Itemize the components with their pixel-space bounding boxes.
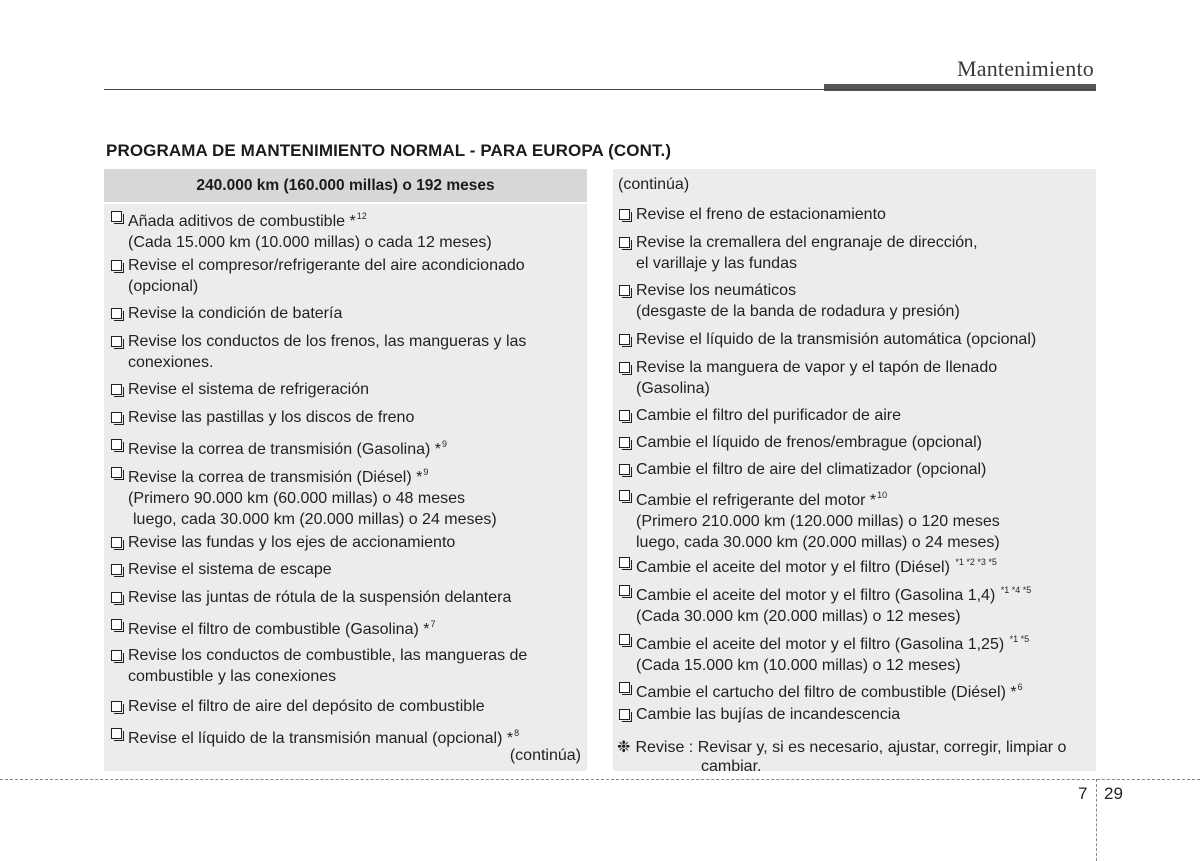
list-item: Cambie las bujías de incandescencia — [619, 704, 1092, 725]
list-item: Revise la correa de transmisión (Gasolina) *$^9$ — [111, 434, 583, 460]
asterisk-icon: ❉ — [617, 739, 631, 756]
checkbox-icon — [111, 650, 122, 661]
list-item: Revise las fundas y los ejes de accionamiento — [111, 532, 583, 553]
list-item: Revise el sistema de escape — [111, 559, 583, 580]
list-item: Revise las juntas de rótula de la suspensión delantera — [111, 587, 583, 608]
page-number: 29 — [1104, 784, 1123, 803]
list-item: Revise el sistema de refrigeración — [111, 379, 583, 400]
checkbox-icon — [619, 634, 630, 645]
list-item: Revise la condición de batería — [111, 303, 583, 324]
checkbox-icon — [111, 384, 122, 395]
footer-vertical-divider — [1096, 779, 1097, 861]
list-item: Cambie el refrigerante del motor *$^{10}$ (Primero 210.000 km (120.000 millas) o 120 meses luego, cada 30.000 km (20.000 millas) o 24 meses) — [619, 485, 1092, 553]
checkbox-icon — [619, 362, 630, 373]
checkbox-icon — [111, 412, 122, 423]
checkbox-icon — [619, 585, 630, 596]
checkbox-icon — [111, 701, 122, 712]
checkbox-icon — [111, 336, 122, 347]
checkbox-icon — [111, 308, 122, 319]
right-maintenance-panel — [613, 169, 1096, 775]
interval-title: 240.000 km (160.000 millas) o 192 meses — [104, 169, 587, 204]
checkbox-icon — [619, 709, 630, 720]
section-title: Mantenimiento — [956, 56, 1094, 81]
footer-divider — [0, 779, 1200, 780]
list-item: Revise las pastillas y los discos de freno — [111, 407, 583, 428]
list-item: Revise el líquido de la transmisión automática (opcional) — [619, 329, 1092, 350]
list-item: Revise los neumáticos (desgaste de la banda de rodadura y presión) — [619, 280, 1092, 322]
checkbox-icon — [111, 619, 122, 630]
checkbox-icon — [619, 464, 630, 475]
continued-label: (continúa) — [618, 176, 690, 193]
page-heading: PROGRAMA DE MANTENIMIENTO NORMAL - PARA EUROPA (CONT.) — [106, 141, 672, 160]
list-item: Revise el compresor/refrigerante del aire acondicionado (opcional) — [111, 255, 583, 297]
list-item: Revise el freno de estacionamiento — [619, 204, 1092, 225]
checkbox-icon — [619, 490, 630, 501]
list-item: Añada aditivos de combustible *$^{12}$ (Cada 15.000 km (10.000 millas) o cada 12 meses) — [111, 206, 583, 253]
checkbox-icon — [619, 285, 630, 296]
list-item: Cambie el aceite del motor y el filtro (Diésel) $^{*1 *2 *3 *5}$ — [619, 552, 1092, 578]
checkbox-icon — [111, 728, 122, 739]
checkbox-icon — [111, 537, 122, 548]
list-item: Revise el líquido de la transmisión manual (opcional) *$^8$ — [111, 723, 583, 749]
checkbox-icon — [111, 211, 122, 222]
list-item: Revise la cremallera del engranaje de dirección, el varillaje y las fundas — [619, 232, 1092, 274]
list-item: Cambie el filtro de aire del climatizador (opcional) — [619, 459, 1092, 480]
list-item: Revise la correa de transmisión (Diésel) *$^9$ (Primero 90.000 km (60.000 millas) o 48 meses luego, cada 30.000 km (20.000 millas) o 24 meses) — [111, 462, 583, 530]
list-item: Cambie el aceite del motor y el filtro (Gasolina 1,4) $^{*1 *4 *5}$ (Cada 30.000 km (20.000 millas) o 12 meses) — [619, 580, 1092, 627]
checkbox-icon — [619, 682, 630, 693]
list-item: Cambie el filtro del purificador de aire — [619, 405, 1092, 426]
list-item: Revise los conductos de los frenos, las mangueras y las conexiones. — [111, 331, 583, 373]
list-item: Revise el filtro de combustible (Gasolina) *$^7$ — [111, 614, 583, 640]
checkbox-icon — [619, 334, 630, 345]
checkbox-icon — [619, 410, 630, 421]
list-item: Cambie el cartucho del filtro de combustible (Diésel) *$^6$ — [619, 677, 1092, 703]
list-item: Cambie el líquido de frenos/embrague (opcional) — [619, 432, 1092, 453]
list-item: Cambie el aceite del motor y el filtro (Gasolina 1,25) $^{*1 *5}$ (Cada 15.000 km (10.000 millas) o 12 meses) — [619, 629, 1092, 676]
checkbox-icon — [619, 237, 630, 248]
continued-label: (continúa) — [509, 747, 581, 764]
checkbox-icon — [111, 564, 122, 575]
left-maintenance-panel — [104, 169, 587, 771]
checkbox-icon — [619, 437, 630, 448]
checkbox-icon — [619, 557, 630, 568]
checkbox-icon — [111, 439, 122, 450]
checkbox-icon — [111, 592, 122, 603]
footnote: ❉ Revise : Revisar y, si es necesario, ajustar, corregir, limpiar o cambiar. — [617, 739, 1067, 775]
list-item: Revise el filtro de aire del depósito de combustible — [111, 696, 583, 717]
chapter-number: 7 — [1078, 784, 1088, 803]
checkbox-icon — [111, 260, 122, 271]
header-rule — [104, 89, 1096, 90]
list-item: Revise la manguera de vapor y el tapón de llenado (Gasolina) — [619, 357, 1092, 399]
checkbox-icon — [619, 209, 630, 220]
checkbox-icon — [111, 467, 122, 478]
list-item: Revise los conductos de combustible, las mangueras de combustible y las conexiones — [111, 645, 583, 687]
